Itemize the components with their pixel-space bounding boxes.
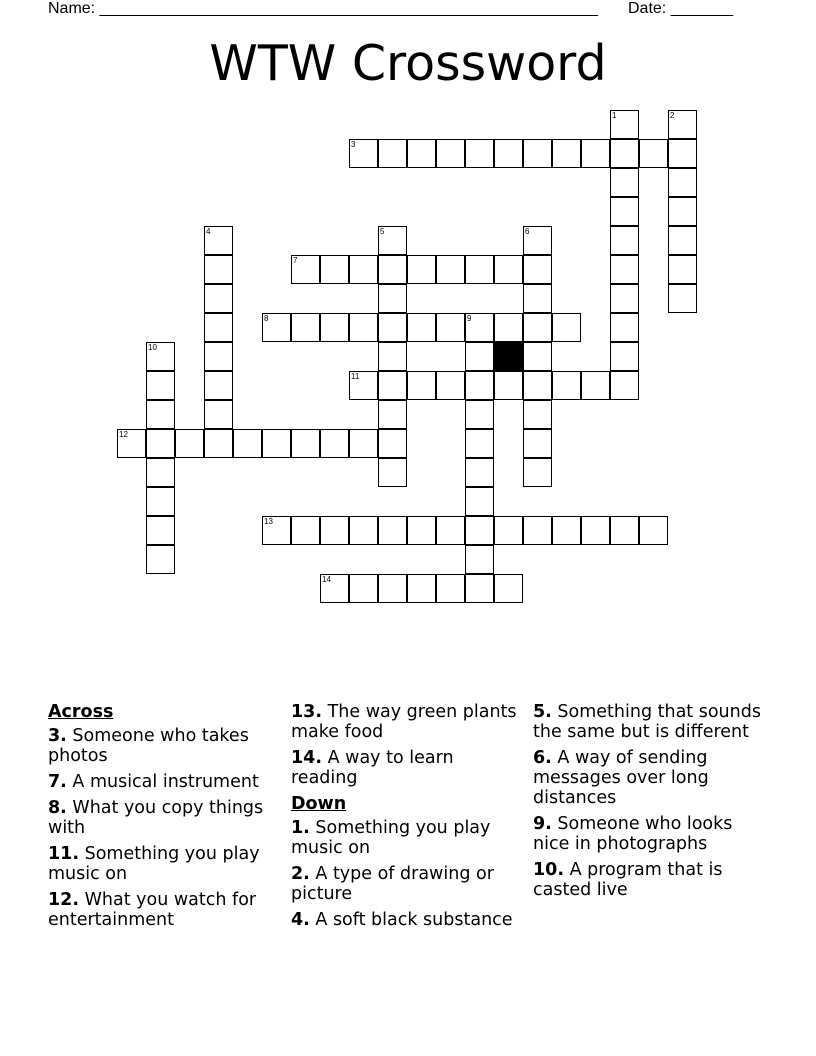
clue-number-label: 9 xyxy=(467,314,472,323)
crossword-cell[interactable] xyxy=(552,139,581,168)
crossword-cell[interactable] xyxy=(349,139,378,168)
page-title: WTW Crossword xyxy=(209,35,607,92)
clues-column-3 xyxy=(533,702,773,906)
crossword-cell[interactable] xyxy=(523,313,552,342)
clue-number: 13. xyxy=(291,702,323,722)
clue-across-8 xyxy=(48,798,280,838)
clue-number: 9. xyxy=(533,814,552,834)
crossword-cell[interactable] xyxy=(610,168,639,197)
clue-text: A way of sending messages over long distances xyxy=(533,748,709,808)
crossword-cell[interactable] xyxy=(204,226,233,255)
crossword-cell[interactable] xyxy=(407,313,436,342)
clue-number-label: 8 xyxy=(264,314,269,323)
crossword-cell[interactable] xyxy=(291,429,320,458)
clue-text: Something that sounds the same but is different xyxy=(533,702,761,742)
crossword-cell[interactable] xyxy=(494,574,523,603)
clue-number: 4. xyxy=(291,910,310,930)
crossword-cell[interactable] xyxy=(407,574,436,603)
clue-number: 10. xyxy=(533,860,565,880)
crossword-cell[interactable] xyxy=(494,139,523,168)
crossword-cell[interactable] xyxy=(552,516,581,545)
crossword-cell[interactable] xyxy=(378,429,407,458)
crossword-cell[interactable] xyxy=(668,226,697,255)
crossword-cell[interactable] xyxy=(465,400,494,429)
crossword-cell[interactable] xyxy=(494,371,523,400)
crossword-cell[interactable] xyxy=(610,197,639,226)
crossword-cell[interactable] xyxy=(436,371,465,400)
crossword-cell[interactable] xyxy=(146,400,175,429)
clue-down-1 xyxy=(291,818,523,858)
clue-number-label: 4 xyxy=(206,227,211,236)
crossword-cell[interactable] xyxy=(146,371,175,400)
crossword-cell[interactable] xyxy=(117,429,146,458)
crossword-cell[interactable] xyxy=(407,139,436,168)
clue-text: What you copy things with xyxy=(48,798,264,838)
clue-across-3 xyxy=(48,726,280,766)
crossword-cell[interactable] xyxy=(204,429,233,458)
crossword-cell[interactable] xyxy=(668,168,697,197)
crossword-cell[interactable] xyxy=(378,342,407,371)
crossword-cell[interactable] xyxy=(610,110,639,139)
crossword-cell[interactable] xyxy=(378,313,407,342)
crossword-cell[interactable] xyxy=(146,342,175,371)
crossword-cell[interactable] xyxy=(668,255,697,284)
crossword-cell[interactable] xyxy=(320,574,349,603)
clue-number-label: 14 xyxy=(322,575,331,584)
crossword-cell[interactable] xyxy=(465,458,494,487)
crossword-cell[interactable] xyxy=(668,139,697,168)
clue-number-label: 11 xyxy=(351,372,360,381)
clue-down-10 xyxy=(533,860,773,900)
crossword-cell[interactable] xyxy=(465,516,494,545)
crossword-cell[interactable] xyxy=(436,139,465,168)
clue-text: A program that is casted live xyxy=(533,860,723,900)
clue-across-12 xyxy=(48,890,280,930)
clue-down-2 xyxy=(291,864,523,904)
clue-text: What you watch for entertainment xyxy=(48,890,257,930)
crossword-cell[interactable] xyxy=(204,371,233,400)
clue-text: Something you play music on xyxy=(48,844,260,884)
clue-text: A musical instrument xyxy=(72,772,259,792)
crossword-cell[interactable] xyxy=(146,458,175,487)
clue-down-4 xyxy=(291,910,523,930)
clue-text: Something you play music on xyxy=(291,818,491,858)
crossword-cell[interactable] xyxy=(146,429,175,458)
crossword-cell[interactable] xyxy=(465,342,494,371)
crossword-cell[interactable] xyxy=(494,516,523,545)
clue-number-label: 1 xyxy=(612,111,617,120)
crossword-cell[interactable] xyxy=(349,371,378,400)
crossword-cell[interactable] xyxy=(668,284,697,313)
crossword-cell[interactable] xyxy=(465,139,494,168)
crossword-cell[interactable] xyxy=(378,284,407,313)
clue-number-label: 6 xyxy=(525,227,530,236)
crossword-cell[interactable] xyxy=(378,574,407,603)
crossword-cell[interactable] xyxy=(349,255,378,284)
crossword-cell[interactable] xyxy=(436,313,465,342)
crossword-cell[interactable] xyxy=(378,516,407,545)
crossword-cell[interactable] xyxy=(523,400,552,429)
clues-column-2 xyxy=(291,702,523,936)
clue-number: 14. xyxy=(291,748,323,768)
clue-number-label: 2 xyxy=(670,111,675,120)
crossword-cell[interactable] xyxy=(668,110,697,139)
crossword-cell[interactable] xyxy=(436,255,465,284)
crossword-cell[interactable] xyxy=(639,139,668,168)
clue-number: 6. xyxy=(533,748,552,768)
crossword-cell[interactable] xyxy=(552,313,581,342)
crossword-cell[interactable] xyxy=(378,371,407,400)
crossword-cell[interactable] xyxy=(523,284,552,313)
crossword-cell[interactable] xyxy=(523,255,552,284)
crossword-cell[interactable] xyxy=(320,313,349,342)
clue-number: 5. xyxy=(533,702,552,722)
crossword-cell[interactable] xyxy=(175,429,204,458)
clue-number: 1. xyxy=(291,818,310,838)
crossword-cell[interactable] xyxy=(581,516,610,545)
clue-across-7 xyxy=(48,772,280,792)
clue-number: 12. xyxy=(48,890,80,910)
clue-down-6 xyxy=(533,748,773,808)
crossword-cell[interactable] xyxy=(320,429,349,458)
crossword-cell[interactable] xyxy=(233,429,262,458)
clue-text: Someone who takes photos xyxy=(48,726,249,766)
crossword-cell[interactable] xyxy=(668,197,697,226)
crossword-cell[interactable] xyxy=(523,371,552,400)
black-cell xyxy=(494,342,523,371)
clue-number: 2. xyxy=(291,864,310,884)
clue-down-9 xyxy=(533,814,773,854)
clue-number-label: 3 xyxy=(351,140,356,149)
crossword-cell[interactable] xyxy=(523,458,552,487)
crossword-cell[interactable] xyxy=(436,574,465,603)
clue-across-11 xyxy=(48,844,280,884)
clue-down-5 xyxy=(533,702,773,742)
crossword-cell[interactable] xyxy=(204,255,233,284)
name-field-label: Name: ________________________________________________________ xyxy=(48,0,598,17)
crossword-cell[interactable] xyxy=(610,284,639,313)
crossword-cell[interactable] xyxy=(523,429,552,458)
clue-number: 11. xyxy=(48,844,80,864)
crossword-cell[interactable] xyxy=(146,545,175,574)
crossword-cell[interactable] xyxy=(552,371,581,400)
clue-number: 8. xyxy=(48,798,67,818)
crossword-cell[interactable] xyxy=(465,545,494,574)
clue-text: A soft black substance xyxy=(315,910,513,930)
clue-text: The way green plants make food xyxy=(291,702,517,742)
crossword-cell[interactable] xyxy=(320,516,349,545)
crossword-cell[interactable] xyxy=(639,516,668,545)
crossword-cell[interactable] xyxy=(146,487,175,516)
crossword-cell[interactable] xyxy=(581,139,610,168)
crossword-cell[interactable] xyxy=(146,516,175,545)
crossword-cell[interactable] xyxy=(523,139,552,168)
date-field-label: Date: _______ xyxy=(628,0,733,17)
crossword-cell[interactable] xyxy=(465,371,494,400)
clues-column-1 xyxy=(48,702,280,936)
crossword-cell[interactable] xyxy=(378,226,407,255)
clue-number-label: 13 xyxy=(264,517,273,526)
crossword-cell[interactable] xyxy=(262,313,291,342)
crossword-cell[interactable] xyxy=(465,487,494,516)
crossword-cell[interactable] xyxy=(262,429,291,458)
crossword-cell[interactable] xyxy=(320,255,349,284)
crossword-cell[interactable] xyxy=(262,516,291,545)
crossword-cell[interactable] xyxy=(436,516,465,545)
crossword-cell[interactable] xyxy=(610,371,639,400)
crossword-cell[interactable] xyxy=(610,255,639,284)
clue-number-label: 5 xyxy=(380,227,385,236)
crossword-cell[interactable] xyxy=(349,574,378,603)
crossword-cell[interactable] xyxy=(407,371,436,400)
clue-number: 7. xyxy=(48,772,67,792)
crossword-cell[interactable] xyxy=(494,313,523,342)
crossword-cell[interactable] xyxy=(378,255,407,284)
clue-number: 3. xyxy=(48,726,67,746)
crossword-cell[interactable] xyxy=(610,342,639,371)
crossword-cell[interactable] xyxy=(610,516,639,545)
crossword-cell[interactable] xyxy=(378,458,407,487)
clue-number-label: 10 xyxy=(148,343,157,352)
clue-number-label: 7 xyxy=(293,256,298,265)
crossword-cell[interactable] xyxy=(291,516,320,545)
crossword-cell[interactable] xyxy=(378,139,407,168)
crossword-cell[interactable] xyxy=(349,313,378,342)
crossword-cell[interactable] xyxy=(378,400,407,429)
clue-across-14 xyxy=(291,748,523,788)
crossword-cell[interactable] xyxy=(610,313,639,342)
crossword-cell[interactable] xyxy=(523,516,552,545)
crossword-cell[interactable] xyxy=(494,255,523,284)
clue-text: A way to learn reading xyxy=(291,748,454,788)
crossword-cell[interactable] xyxy=(204,284,233,313)
crossword-cell[interactable] xyxy=(610,139,639,168)
crossword-cell[interactable] xyxy=(523,342,552,371)
crossword-cell[interactable] xyxy=(465,255,494,284)
crossword-cell[interactable] xyxy=(204,342,233,371)
down-heading: Down xyxy=(291,794,347,814)
crossword-cell[interactable] xyxy=(291,255,320,284)
crossword-cell[interactable] xyxy=(465,574,494,603)
clue-number-label: 12 xyxy=(119,430,128,439)
crossword-cell[interactable] xyxy=(610,226,639,255)
crossword-cell[interactable] xyxy=(407,516,436,545)
crossword-cell[interactable] xyxy=(349,429,378,458)
crossword-cell[interactable] xyxy=(407,255,436,284)
crossword-cell[interactable] xyxy=(204,400,233,429)
crossword-cell[interactable] xyxy=(523,226,552,255)
clue-text: A type of drawing or picture xyxy=(291,864,494,904)
crossword-cell[interactable] xyxy=(204,313,233,342)
crossword-cell[interactable] xyxy=(349,516,378,545)
clue-across-13 xyxy=(291,702,523,742)
crossword-cell[interactable] xyxy=(581,371,610,400)
crossword-cell[interactable] xyxy=(291,313,320,342)
clue-text: Someone who looks nice in photographs xyxy=(533,814,733,854)
crossword-cell[interactable] xyxy=(465,313,494,342)
across-heading: Across xyxy=(48,702,114,722)
crossword-cell[interactable] xyxy=(465,429,494,458)
